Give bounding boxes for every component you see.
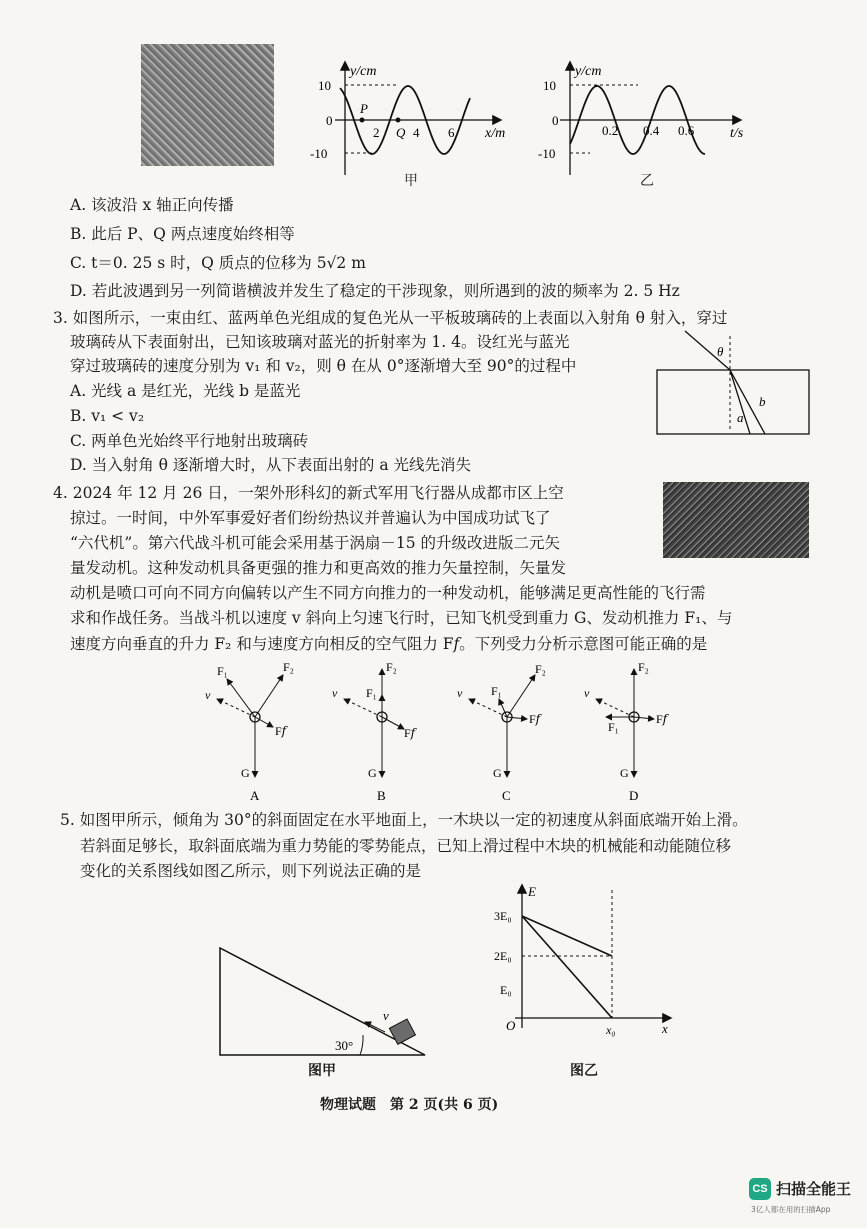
tick-x-2: 2 bbox=[373, 125, 380, 140]
watermark-tagline: 3亿人都在用的扫描App bbox=[751, 1205, 831, 1214]
scanner-watermark bbox=[749, 1176, 861, 1222]
v-label: v bbox=[383, 1008, 389, 1023]
label-f1: F₁ bbox=[608, 720, 619, 734]
label-g: G bbox=[241, 766, 250, 780]
tick-y-neg10: -10 bbox=[310, 146, 328, 161]
xlabel: x bbox=[662, 1021, 668, 1036]
option-label-d: D bbox=[629, 788, 639, 803]
tick-y-0: 0 bbox=[326, 113, 333, 128]
q2-option-c: C. t＝0. 25 s 时，Q 质点的位移为 5√2 m bbox=[70, 254, 366, 272]
q2-option-b: B. 此后 P、Q 两点速度始终相等 bbox=[70, 225, 295, 243]
q4-stem-2: 掠过。一时间，中外军事爱好者们纷纷热议并普遍认为中国成功试飞了 bbox=[70, 509, 551, 527]
ray-a-label: a bbox=[737, 410, 744, 425]
incline-figure bbox=[215, 940, 445, 1065]
tick-3e0: 3E₀ bbox=[494, 909, 512, 923]
q3-stem-3: 穿过玻璃砖的速度分别为 v₁ 和 v₂，则 θ 在从 0°逐渐增大至 90°的过程中 bbox=[70, 357, 577, 375]
q4-stem-6: 求和作战任务。当战斗机以速度 v 斜向上匀速飞行时，已知飞机受到重力 G、发动机推力 F₁、与 bbox=[70, 609, 733, 627]
tick-y-10: 10 bbox=[543, 78, 556, 93]
tick-x-4: 4 bbox=[413, 125, 420, 140]
label-g: G bbox=[493, 766, 502, 780]
q5-stem-1: 5. 如图甲所示，倾角为 30°的斜面固定在水平地面上，一木块以一定的初速度从斜面底端开始上滑。 bbox=[60, 811, 748, 829]
label-f1: F₁ bbox=[217, 664, 228, 678]
origin-label: O bbox=[506, 1018, 516, 1033]
label-ff: F𝑓 bbox=[275, 724, 287, 738]
q3-option-d: D. 当入射角 θ 逐渐增大时，从下表面出射的 a 光线先消失 bbox=[70, 456, 472, 474]
label-ff: F𝑓 bbox=[656, 712, 668, 726]
tick-y-10: 10 bbox=[318, 78, 331, 93]
tick-x-0.4: 0.4 bbox=[643, 123, 660, 138]
q4-stem-5: 动机是喷口可向不同方向偏转以产生不同方向推力的一种发动机，能够满足更高性能的飞行需 bbox=[70, 584, 706, 602]
label-f2: F₂ bbox=[283, 660, 294, 674]
ray-b-label: b bbox=[759, 394, 766, 409]
label-g: G bbox=[620, 766, 629, 780]
q4-stem-3: “六代机”。第六代战斗机可能会采用基于涡扇－15 的升级改进版二元矢 bbox=[70, 534, 561, 552]
angle-label: 30° bbox=[335, 1038, 354, 1053]
caption-fig-jia: 图甲 bbox=[308, 1063, 336, 1079]
theta-label: θ bbox=[717, 344, 724, 359]
label-ff: F𝑓 bbox=[529, 712, 541, 726]
glass-brick-diagram bbox=[655, 326, 815, 436]
tick-x-0.6: 0.6 bbox=[678, 123, 695, 138]
label-v: v bbox=[332, 686, 338, 700]
energy-graph bbox=[490, 878, 680, 1043]
caption-fig-yi: 图乙 bbox=[570, 1063, 598, 1079]
label-f1: F₁ bbox=[491, 684, 502, 698]
tick-2e0: 2E₀ bbox=[494, 949, 512, 963]
q3-option-c: C. 两单色光始终平行地射出玻璃砖 bbox=[70, 432, 309, 450]
q4-stem-7: 速度方向垂直的升力 F₂ 和与速度方向相反的空气阻力 F𝑓。下列受力分析示意图可能正确的是 bbox=[70, 635, 708, 653]
label-f2: F₂ bbox=[638, 660, 649, 674]
top-photo bbox=[141, 44, 274, 166]
tick-x-6: 6 bbox=[448, 125, 455, 140]
point-p: P bbox=[360, 101, 368, 116]
label-ff: F𝑓 bbox=[404, 726, 416, 740]
label-v: v bbox=[457, 686, 463, 700]
aircraft-photo bbox=[663, 482, 809, 558]
label-g: G bbox=[368, 766, 377, 780]
page-footer: 物理试题 第 2 页(共 6 页) bbox=[320, 1097, 499, 1113]
q5-stem-3: 变化的关系图线如图乙所示，则下列说法正确的是 bbox=[80, 862, 422, 880]
x0-label: x₀ bbox=[606, 1023, 616, 1037]
force-diagrams bbox=[190, 655, 690, 805]
tick-y-neg10: -10 bbox=[538, 146, 556, 161]
option-label-a: A bbox=[250, 788, 260, 803]
xlabel: x/m bbox=[485, 126, 506, 141]
ylabel: E bbox=[528, 884, 536, 899]
q3-stem-2: 玻璃砖从下表面射出，已知该玻璃对蓝光的折射率为 1. 4。设红光与蓝光 bbox=[70, 333, 570, 351]
q3-stem-1: 3. 如图所示，一束由红、蓝两单色光组成的复色光从一平板玻璃砖的上表面以入射角 θ 射入，穿过 bbox=[53, 309, 728, 327]
q2-option-d: D. 若此波遇到另一列简谐横波并发生了稳定的干涉现象，则所遇到的波的频率为 2. 5 Hz bbox=[70, 282, 680, 300]
diagram-d bbox=[584, 660, 670, 803]
label-f1: F₁ bbox=[366, 686, 377, 700]
label-f2: F₂ bbox=[386, 660, 397, 674]
q5-stem-2: 若斜面足够长，取斜面底端为重力势能的零势能点，已知上滑过程中木块的机械能和动能随位移 bbox=[80, 837, 732, 855]
ylabel: y/cm bbox=[575, 64, 602, 79]
label-v: v bbox=[584, 686, 590, 700]
tick-y-0: 0 bbox=[552, 113, 559, 128]
point-q: Q bbox=[396, 125, 406, 140]
tick-x-0.2: 0.2 bbox=[602, 123, 619, 138]
wave-graph-yi bbox=[540, 55, 750, 185]
label-f2: F₂ bbox=[535, 662, 546, 676]
ylabel: y/cm bbox=[350, 64, 377, 79]
diagram-a bbox=[205, 660, 294, 803]
q4-stem-1: 4. 2024 年 12 月 26 日，一架外形科幻的新式军用飞行器从成都市区上空 bbox=[53, 484, 564, 502]
option-label-b: B bbox=[377, 788, 386, 803]
watermark-name: 扫描全能王 bbox=[776, 1180, 852, 1198]
caption-jia: 甲 bbox=[404, 173, 418, 189]
wave-graph-jia bbox=[300, 55, 510, 185]
caption-yi: 乙 bbox=[640, 173, 654, 189]
q3-option-b: B. v₁ < v₂ bbox=[70, 407, 145, 425]
cs-badge-icon: CS bbox=[749, 1178, 771, 1200]
diagram-c bbox=[457, 662, 546, 803]
label-v: v bbox=[205, 688, 211, 702]
tick-e0: E₀ bbox=[500, 983, 512, 997]
option-label-c: C bbox=[502, 788, 511, 803]
q4-stem-4: 量发动机。这种发动机具备更强的推力和更高效的推力矢量控制，矢量发 bbox=[70, 559, 567, 577]
q3-option-a: A. 光线 a 是红光，光线 b 是蓝光 bbox=[70, 382, 301, 400]
xlabel: t/s bbox=[730, 126, 744, 141]
diagram-b bbox=[332, 660, 418, 803]
q2-option-a: A. 该波沿 x 轴正向传播 bbox=[70, 196, 234, 214]
